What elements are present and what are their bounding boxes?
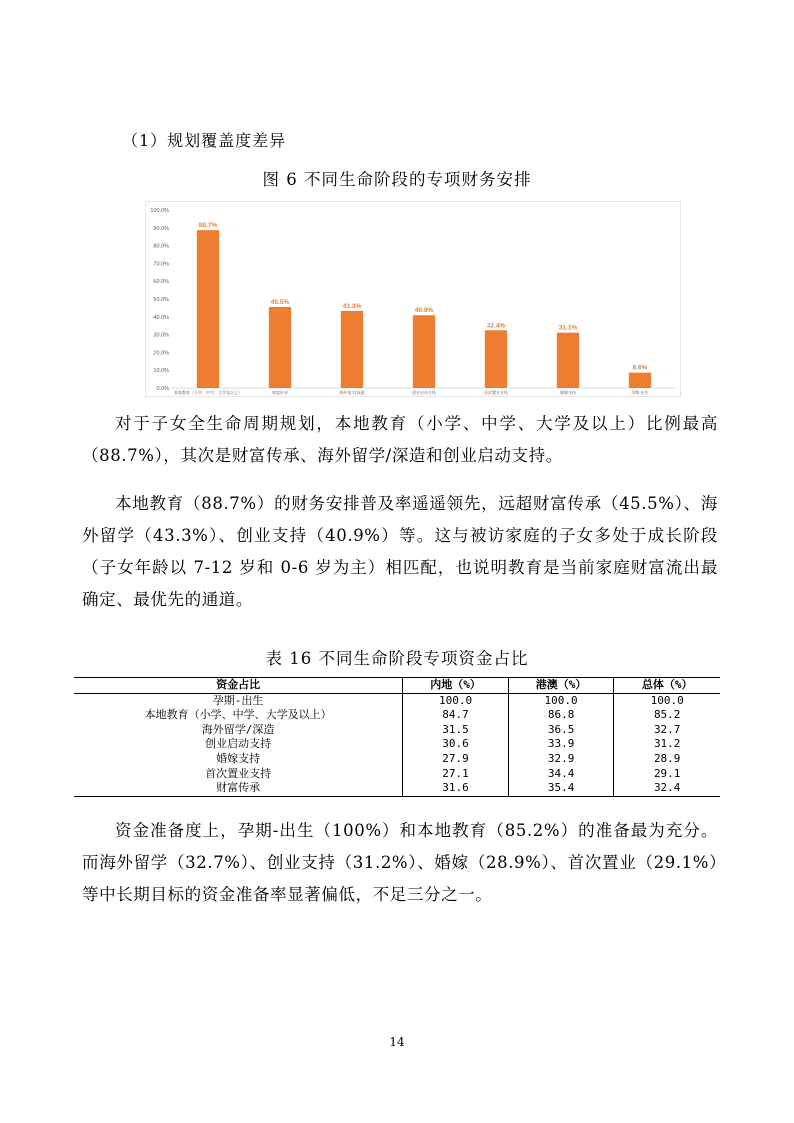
section-title: （1）规划覆盖度差异 [122,131,287,150]
table-row [74,708,720,723]
bar [557,333,579,388]
table-row [74,752,720,767]
bar-value-label: 43.3% [342,302,362,310]
y-tick-label: 30.0% [153,332,169,339]
y-tick-label: 50.0% [153,297,169,303]
table-row [74,723,720,738]
y-tick-label: 80.0% [153,243,169,250]
cell-overall: 32.7 [653,722,681,736]
cell-overall: 85.2 [653,708,681,722]
table-title: 表 16 不同生命阶段专项资金占比 [265,649,529,668]
y-tick-label: 90.0% [153,225,169,232]
cell-overall: 28.9 [653,751,681,765]
bar-value-label: 45.5% [270,299,290,307]
table-row [74,693,720,708]
bar [197,230,219,388]
y-tick-label: 100.0% [150,208,169,214]
page-number: 14 [389,1035,405,1049]
y-tick-label: 60.0% [153,279,169,286]
cell-hkmo: 33.9 [508,737,614,752]
x-category-label: 创业启动支持 [412,390,436,395]
x-category-label: 海外留学/深造 [339,390,365,395]
y-tick-label: 10.0% [153,368,169,375]
cell-hkmo: 35.4 [508,781,614,796]
cell-mainland: 100.0 [403,693,509,708]
cell-mainland: 84.7 [403,708,509,723]
cell-mainland: 31.6 [403,781,509,796]
row-label: 婚嫁支持 [74,752,403,767]
cell-mainland: 31.5 [403,723,509,738]
cell-mainland: 27.9 [403,752,509,767]
table-row [74,781,720,796]
cell-overall: 29.1 [653,766,681,780]
cell-overall: 32.4 [653,781,681,795]
bar-chart-svg [146,202,680,396]
cell-overall: 100.0 [650,693,684,707]
cell-hkmo: 32.9 [508,752,614,767]
x-category-label: 财富传承 [272,390,288,395]
bar-chart [145,201,681,397]
x-category-label: 首次置业支持 [484,390,508,395]
table-row [74,767,720,782]
row-label: 本地教育（小学、中学、大学及以上） [74,708,403,723]
y-tick-label: 0.0% [156,386,169,392]
paragraph-2: 本地教育（88.7%）的财务安排普及率遥遥领先，远超财富传承（45.5%）、海外留学（43.3%）、创业支持（40.9%）等。这与被访家庭的子女多处于成长阶段（子女年龄以 7-12 岁和 0-6 岁为主）相匹配，也说明教育是当前家庭财富流出最确定、最优先的通道。 [82,494,718,609]
bar-value-label: 32.4% [486,322,506,330]
row-label: 海外留学/深造 [74,723,403,738]
bar-value-label: 88.7% [198,222,218,230]
y-tick-label: 40.0% [153,314,169,321]
bar [269,307,291,388]
bar [341,311,363,388]
data-table [74,677,720,797]
table-header-row [74,678,720,694]
header-overall: 总体（%） [641,678,693,691]
figure-title: 图 6 不同生命阶段的专项财务安排 [262,170,532,189]
paragraph-3: 资金准备度上，孕期-出生（100%）和本地教育（85.2%）的准备最为充分。而海外留学（32.7%）、创业支持（31.2%）、婚嫁（28.9%）、首次置业（29.1%）等中长期目标的资金准备率显著偏低，不足三分之一。 [82,821,718,904]
y-tick-label: 20.0% [153,350,169,357]
cell-mainland: 27.1 [403,767,509,782]
paragraph-1: 对于子女全生命周期规划，本地教育（小学、中学、大学及以上）比例最高（88.7%），其次是财富传承、海外留学/深造和创业启动支持。 [82,414,718,465]
row-label: 孕期-出生 [74,693,403,708]
row-label: 首次置业支持 [74,767,403,782]
bar-value-label: 31.1% [558,324,578,332]
bar [629,373,651,388]
cell-mainland: 30.6 [403,737,509,752]
header-mainland: 内地（%） [403,678,509,694]
bar [485,330,507,388]
x-category-label: 孕期-出生 [631,390,649,395]
y-tick-label: 70.0% [153,261,169,268]
bar [413,315,435,388]
bar-value-label: 8.6% [632,364,648,372]
cell-overall: 31.2 [653,737,681,751]
cell-hkmo: 36.5 [508,723,614,738]
cell-hkmo: 86.8 [508,708,614,723]
x-category-label: 婚嫁支持 [560,390,576,395]
cell-hkmo: 34.4 [508,767,614,782]
table-row [74,737,720,752]
bar-value-label: 40.9% [414,307,434,315]
x-category-label: 本地教育（小学、中学、大学及以上） [174,390,242,395]
row-label: 财富传承 [74,781,403,796]
row-label: 创业启动支持 [74,737,403,752]
header-category: 资金占比 [74,678,403,694]
header-hkmo: 港澳（%） [508,678,614,694]
cell-hkmo: 100.0 [508,693,614,708]
